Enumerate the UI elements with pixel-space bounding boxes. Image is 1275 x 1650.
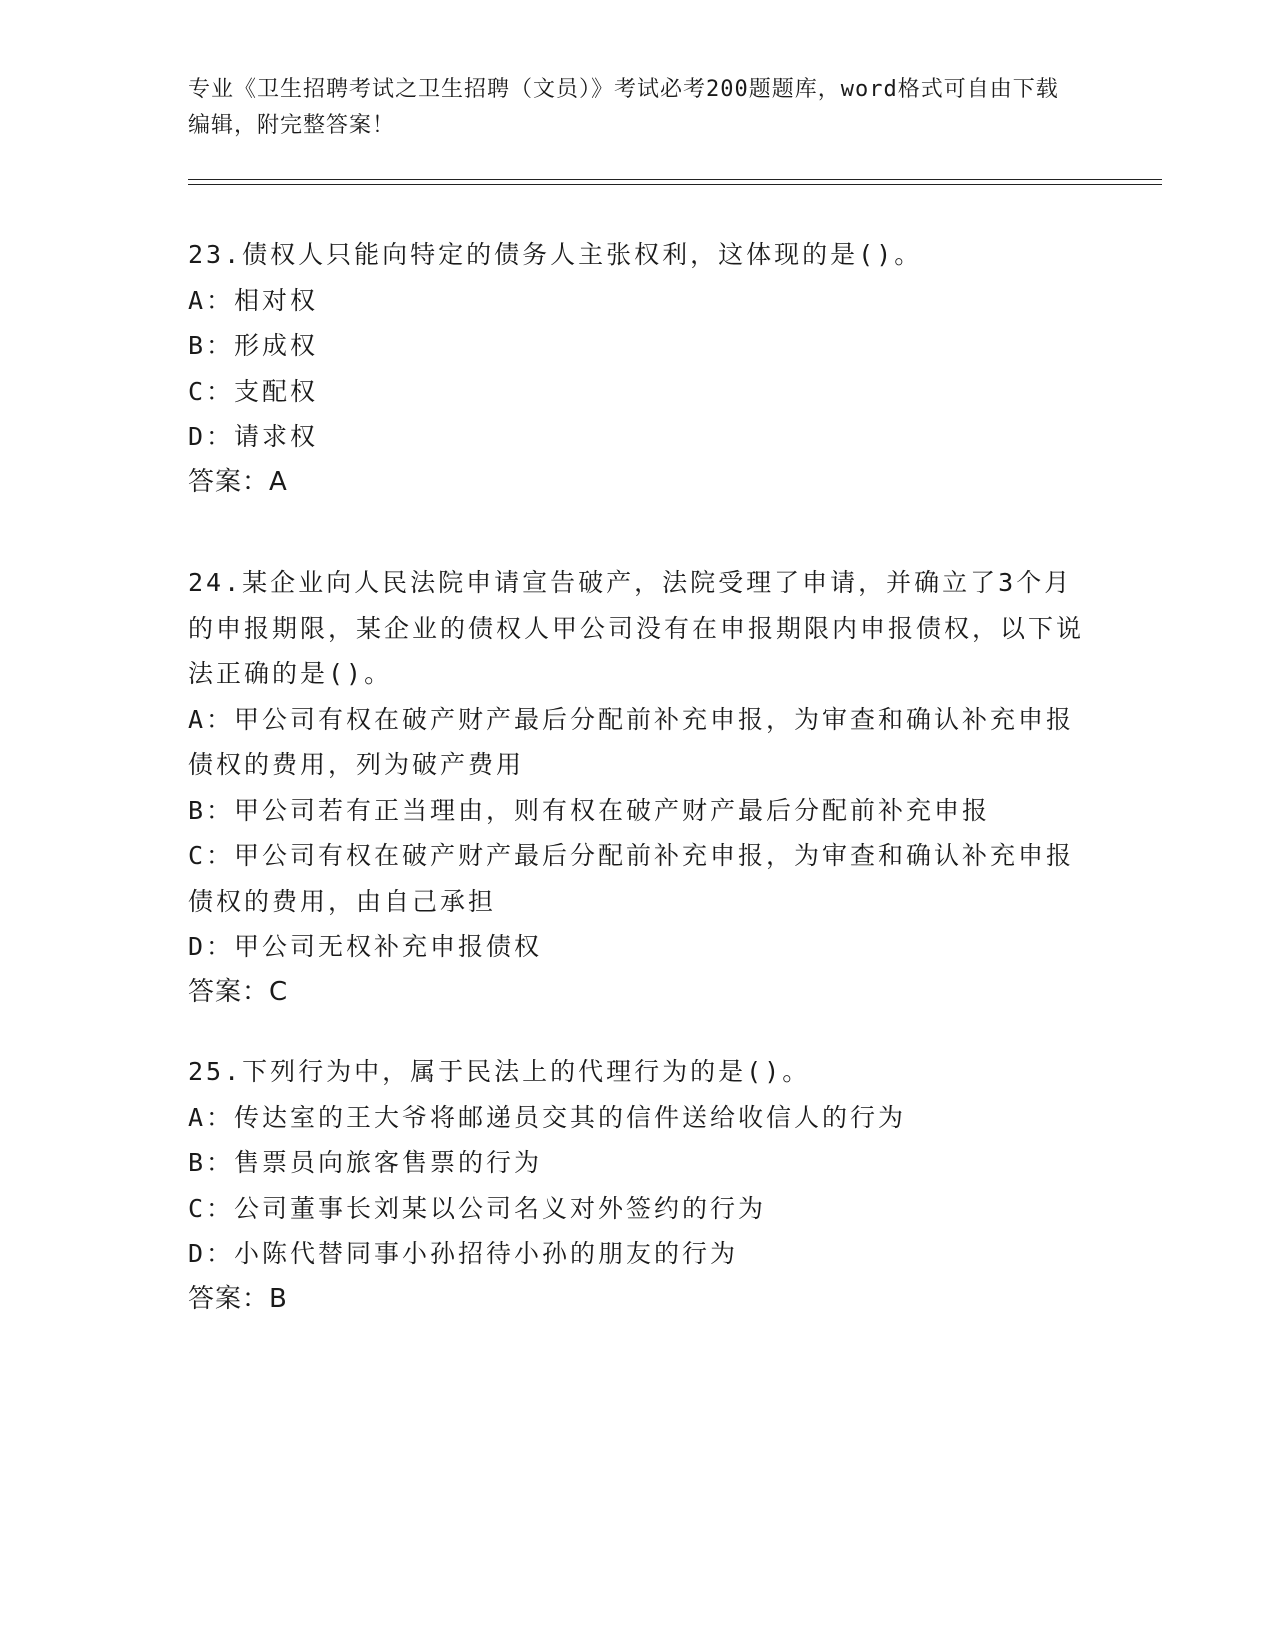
option-c: C：甲公司有权在破产财产最后分配前补充申报，为审查和确认补充申报债权的费用，由自己承担 xyxy=(188,841,1075,916)
option-d: D：甲公司无权补充申报债权 xyxy=(188,932,543,961)
header-divider-top xyxy=(188,179,1162,180)
question-23 xyxy=(188,232,1088,505)
question-25 xyxy=(188,1049,1088,1322)
option-b: B：甲公司若有正当理由，则有权在破产财产最后分配前补充申报 xyxy=(188,795,991,825)
option-d: D：请求权 xyxy=(188,422,319,451)
document-header: 专业《卫生招聘考试之卫生招聘（文员）》考试必考200题题库，word格式可自由下载编辑，附完整答案！ xyxy=(188,77,1059,138)
header-divider-bottom xyxy=(188,184,1162,185)
answer: 答案：B xyxy=(188,1283,288,1314)
option-a: A：相对权 xyxy=(188,285,319,315)
option-d: D：小陈代替同事小孙招待小孙的朋友的行为 xyxy=(188,1239,739,1268)
question-stem: 24.某企业向人民法院申请宣告破产，法院受理了申请，并确立了3个月的申报期限，某企业的债权人甲公司没有在申报期限内申报债权，以下说法正确的是()。 xyxy=(188,568,1085,688)
option-c: C：公司董事长刘某以公司名义对外签约的行为 xyxy=(188,1193,767,1223)
option-c: C：支配权 xyxy=(188,376,319,406)
option-a: A：甲公司有权在破产财产最后分配前补充申报，为审查和确认补充申报债权的费用，列为破产费用 xyxy=(188,704,1075,779)
option-b: B：形成权 xyxy=(188,331,319,360)
answer: 答案：C xyxy=(188,976,289,1007)
option-b: B：售票员向旅客售票的行为 xyxy=(188,1148,543,1177)
answer: 答案：A xyxy=(188,466,288,497)
question-stem: 25.下列行为中，属于民法上的代理行为的是()。 xyxy=(188,1057,811,1086)
question-24 xyxy=(188,560,1088,1015)
option-a: A：传达室的王大爷将邮递员交其的信件送给收信人的行为 xyxy=(188,1102,907,1132)
question-stem: 23.债权人只能向特定的债务人主张权利，这体现的是()。 xyxy=(188,240,923,269)
